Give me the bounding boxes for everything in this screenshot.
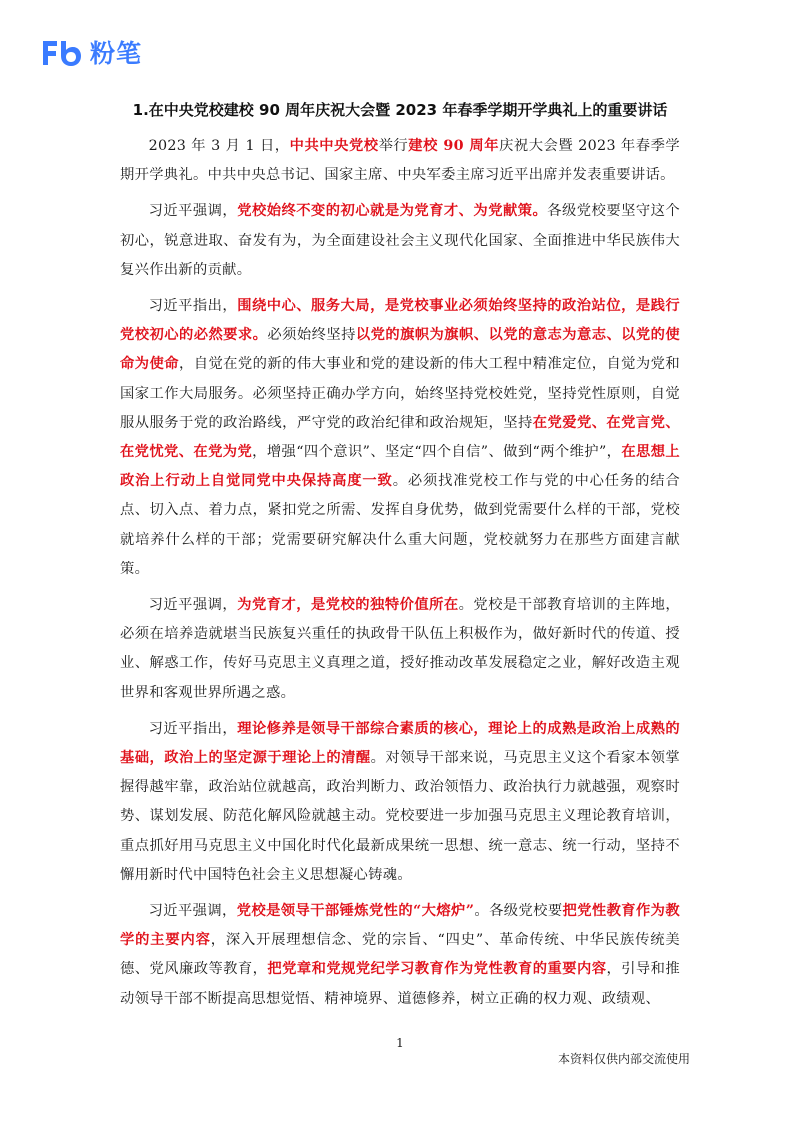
highlighted-text: 建校 90 周年 [408,138,500,154]
highlighted-text: 在党爱党、在党言党、在党忧党、在党为党 [120,414,680,461]
paragraph [120,292,680,584]
paragraph [120,197,680,285]
paragraph-text: ，深入开展理想信念、党的宗旨、“四史”、革命传统、中华民族传统美德、党风廉政等教育， [120,932,680,978]
article [120,97,680,1021]
paragraph-text: 。对领导干部来说，马克思主义这个看家本领掌握得越牢靠，政治站位就越高，政治判断力、政治领悟力、政治执行力就越强，观察时势、谋划发展、防范化解风险就越主动。党校要进一步加强马克思主义理论教育培训，重点抓好用马克思主义中国化时代化最新成果统一思想、统一意志、统一行动，坚持不懈用新时代中国特色社会主义思想凝心铸魂。 [120,750,680,883]
paragraph-text: 2023 年 3 月 1 日， [148,138,290,154]
highlighted-text: 党校是领导干部锤炼党性的“大熔炉” [236,903,475,920]
highlighted-text: 以党的旗帜为旗帜、以党的意志为意志、以党的使命为使命 [120,327,680,373]
paragraph-text: 庆祝大会暨 2023 年春季学期开学典礼。中共中央总书记、国家主席、中央军委主席习近平出席并发表重要讲话。 [120,138,680,184]
paragraph-text: 习近平强调， [148,903,237,920]
paragraph-text: 举行 [378,138,409,154]
highlighted-text: 为党育才，是党校的独特价值所在 [237,597,459,614]
fenbi-logo-icon [40,37,84,67]
paragraph-text: 习近平指出， [148,298,238,315]
paragraph-text: ，引导和推动领导干部不断提高思想觉悟、精神境界、道德修养，树立正确的权力观、政绩观、 [120,961,680,1007]
paragraph-text: 各级党校要坚守这个初心，锐意进取、奋发有为，为全面建设社会主义现代化国家、全面推进中华民族伟大复兴作出新的贡献。 [120,203,680,278]
paragraph [120,591,680,708]
paragraph-text: 。必须找准党校工作与党的中心任务的结合点、切入点、着力点，紧扣党之所需、发挥自身优势，做到党需要什么样的干部，党校就培养什么样的干部；党需要研究解决什么重大问题，党校就努力在那些方面建言献策。 [120,473,680,577]
paragraph-text: 习近平指出， [148,720,238,737]
paragraph [120,897,680,1014]
highlighted-text: 理论修养是领导干部综合素质的核心，理论上的成熟是政治上成熟的基础，政治上的坚定源于理论上的清醒 [120,720,680,767]
footer-note: 本资料仅供内部交流使用 [557,1052,690,1066]
highlighted-text: 围绕中心、服务大局，是党校事业必须始终坚持的政治站位，是践行党校初心的必然要求。 [120,298,680,344]
paragraph-text: 。党校是干部教育培训的主阵地，必须在培养造就堪当民族复兴重任的执政骨干队伍上积极作为，做好新时代的传道、授业、解惑工作，传好马克思主义真理之道，授好推动改革发展稳定之业，解好改造主观世界和客观世界所遇之惑。 [120,597,680,701]
highlighted-text: 在思想上政治上行动上自觉同党中央保持高度一致 [120,444,681,490]
brand-logo [40,35,142,69]
article-title: 1.在中央党校建校 90 周年庆祝大会暨 2023 年春季学期开学典礼上的重要讲话 [132,101,668,119]
paragraph-text: ，自觉在党的新的伟大事业和党的建设新的伟大工程中精准定位，自觉为党和国家工作大局服务。必须坚持正确办学方向，始终坚持党校姓党，坚持党性原则，自觉服从服务于党的政治路线，严守党的政治纪律和政治规矩，坚持 [120,356,680,431]
logo-text: 粉笔 [90,39,143,68]
highlighted-text: 把党章和党规党纪学习教育作为党性教育的重要内容 [267,961,607,978]
paragraph-text: 习近平强调， [148,597,238,614]
highlighted-text: 把党性教育作为教学的主要内容 [120,903,680,949]
page-number: 1 [396,1036,404,1050]
article-body [120,132,680,1014]
paragraph-text: 必须始终坚持 [267,327,356,344]
paragraph-text: ，增强“四个意识”、坚定“四个自信”、做到“两个维护”， [252,444,622,461]
paragraph [120,132,680,190]
paragraph-text: 习近平强调， [148,203,238,220]
highlighted-text: 党校始终不变的初心就是为党育才、为党献策。 [237,203,548,220]
highlighted-text: 中共中央党校 [289,138,379,154]
paragraph [120,715,680,890]
paragraph-text: 。各级党校要 [474,903,563,920]
